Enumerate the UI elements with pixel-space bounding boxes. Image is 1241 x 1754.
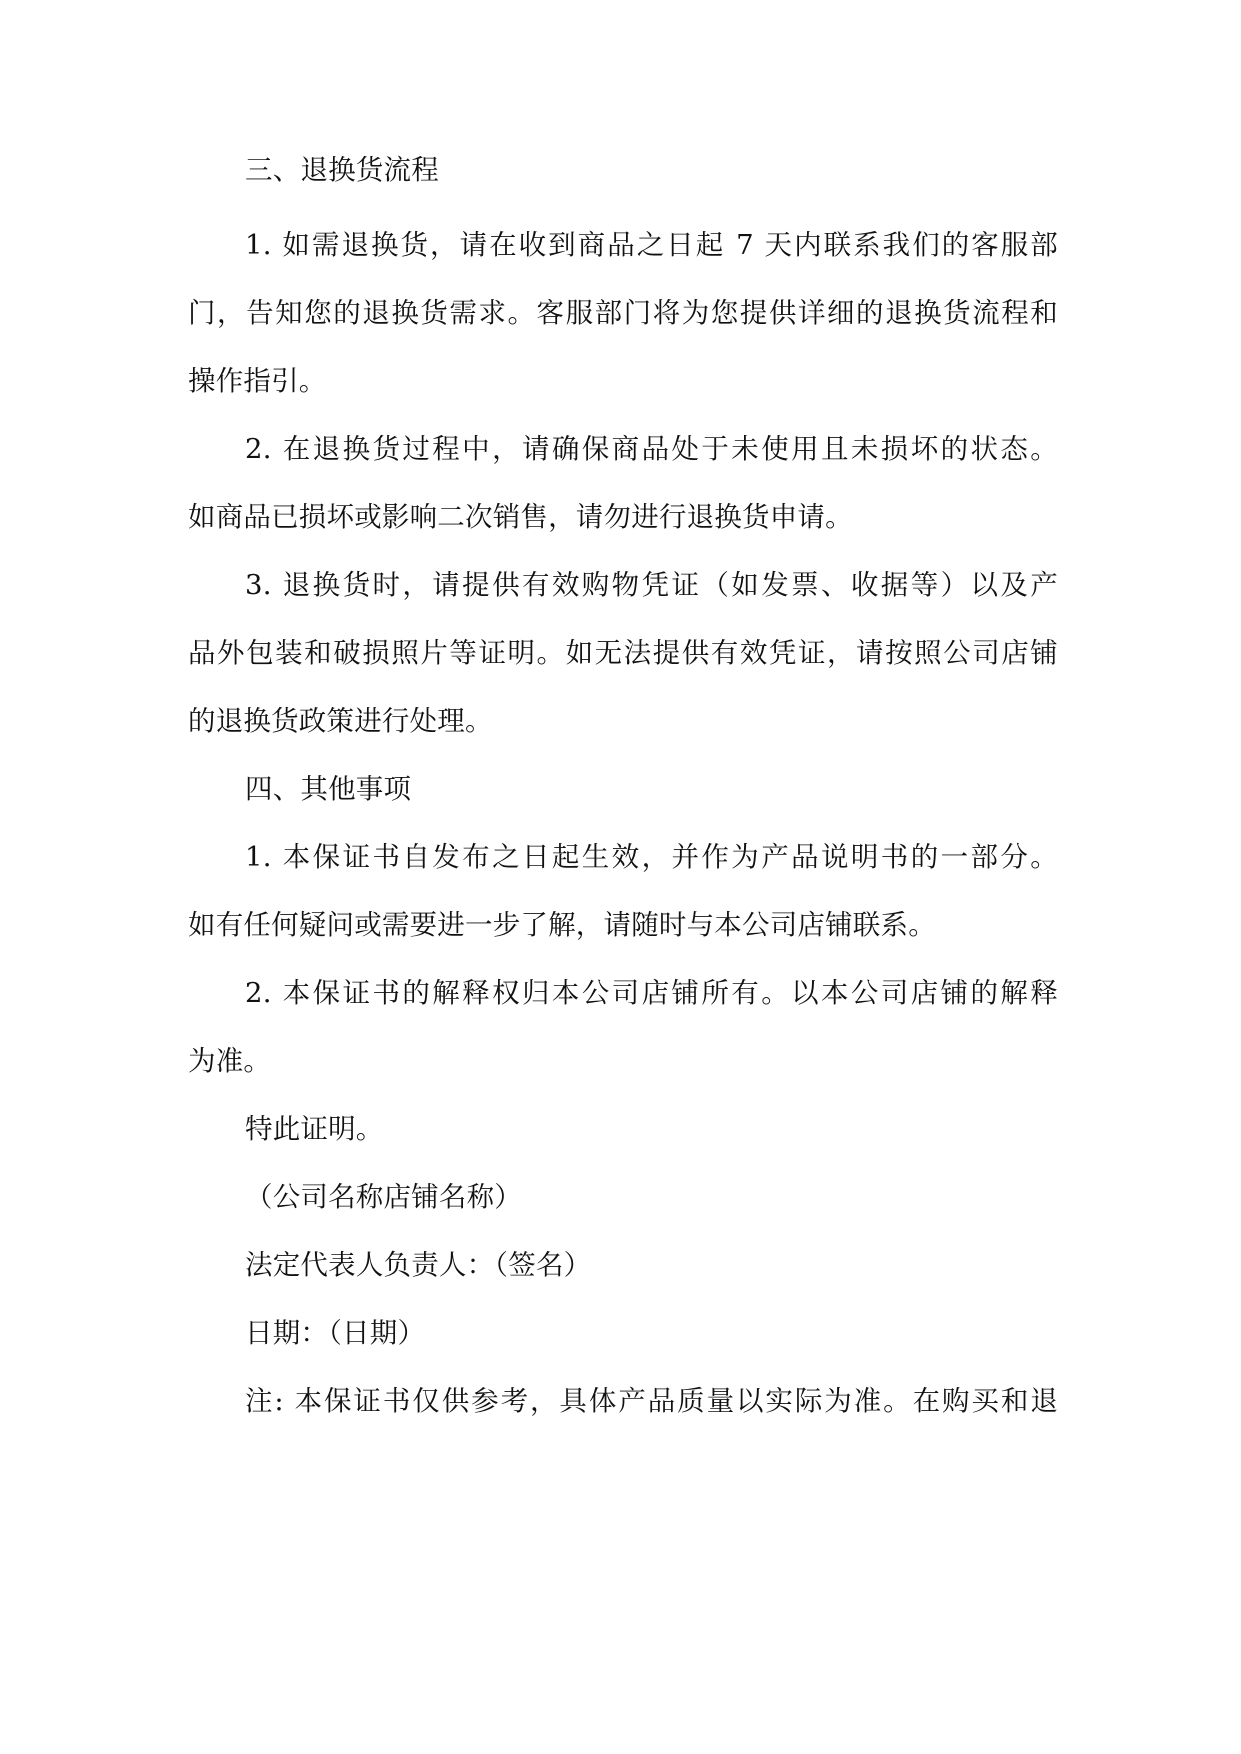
- paragraph-line: 1. 如需退换货，请在收到商品之日起 7 天内联系我们的客服部: [245, 229, 1058, 261]
- date-field: 日期：（日期）: [245, 1317, 426, 1349]
- note-line: 注: 本保证书仅供参考，具体产品质量以实际为准。在购买和退: [245, 1385, 1058, 1417]
- section-heading-return-process: 三、退换货流程: [245, 154, 439, 186]
- paragraph-line: 品外包装和破损照片等证明。如无法提供有效凭证，请按照公司店铺: [188, 637, 1058, 669]
- certification-statement: 特此证明。: [245, 1113, 384, 1145]
- paragraph-line: 为准。: [188, 1045, 272, 1077]
- legal-representative-signature: 法定代表人负责人：（签名）: [245, 1249, 592, 1281]
- section-heading-other-matters: 四、其他事项: [245, 773, 412, 805]
- company-name-placeholder: （公司名称店铺名称）: [245, 1181, 522, 1213]
- paragraph-line: 2. 本保证书的解释权归本公司店铺所有。以本公司店铺的解释: [245, 977, 1058, 1009]
- paragraph-line: 的退换货政策进行处理。: [188, 705, 493, 737]
- paragraph-line: 门，告知您的退换货需求。客服部门将为您提供详细的退换货流程和: [188, 297, 1058, 329]
- paragraph-line: 如商品已损坏或影响二次销售，请勿进行退换货申请。: [188, 501, 853, 533]
- paragraph-line: 3. 退换货时，请提供有效购物凭证（如发票、收据等）以及产: [245, 569, 1058, 601]
- paragraph-line: 1. 本保证书自发布之日起生效，并作为产品说明书的一部分。: [245, 841, 1058, 873]
- paragraph-line: 如有任何疑问或需要进一步了解，请随时与本公司店铺联系。: [188, 909, 936, 941]
- paragraph-line: 2. 在退换货过程中，请确保商品处于未使用且未损坏的状态。: [245, 433, 1058, 465]
- paragraph-line: 操作指引。: [188, 365, 327, 397]
